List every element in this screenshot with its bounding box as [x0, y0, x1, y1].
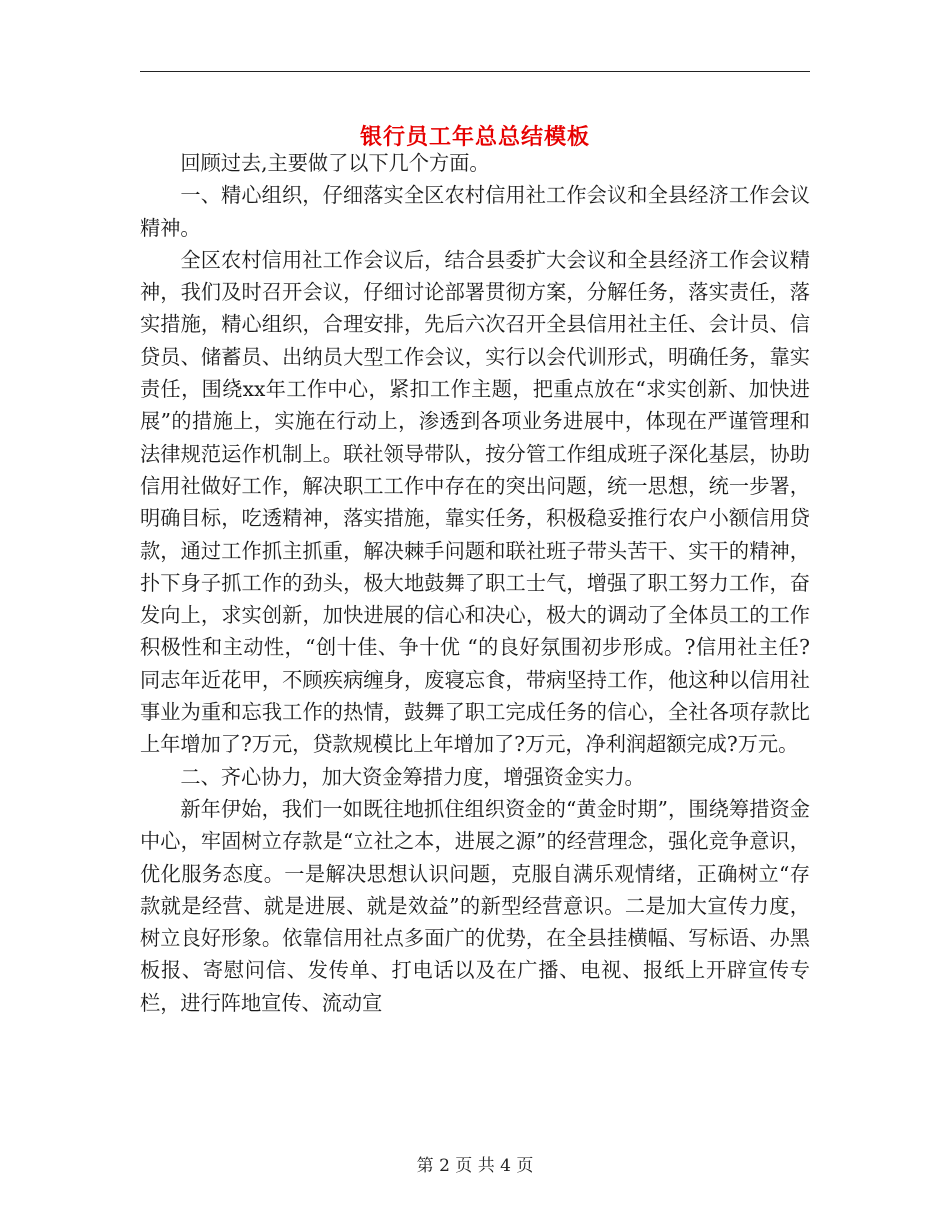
paragraph-heading-1: 一、精心组织，仔细落实全区农村信用社工作会议和全县经济工作会议精神。 — [140, 183, 810, 240]
paragraph-body-2: 新年伊始，我们一如既往地抓住组织资金的“黄金时期”，围绕筹措资金中心，牢固树立存款是“立社之本，进展之源”的经营理念，强化竞争意识，优化服务态度。一是解决思想认识问题，克服自满乐观情绪，正确树立“存款就是经营、就是进展、就是效益”的新型经营意识。二是加大宣传力度，树立良好形象。依靠信用社点多面广的优势，在全县挂横幅、写标语、办黑板报、寄慰问信、发传单、打电话以及在广播、电视、报纸上开辟宣传专栏，进行阵地宣传、流动宣 — [140, 796, 810, 1015]
paragraph-body-1: 全区农村信用社工作会议后，结合县委扩大会议和全县经济工作会议精神，我们及时召开会议，仔细讨论部署贯彻方案，分解任务，落实责任，落实措施，精心组织，合理安排，先后六次召开全县信用社主任、会计员、信贷员、储蓄员、出纳员大型工作会议，实行以会代训形式，明确任务，靠实责任，围绕xx年工作中心，紧扣工作主题，把重点放在“求实创新、加快进展”的措施上，实施在行动上，渗透到各项业务进展中，体现在严谨管理和法律规范运作机制上。联社领导带队，按分管工作组成班子深化基层，协助信用社做好工作，解决职工工作中存在的突出问题，统一思想，统一步署，明确目标，吃透精神，落实措施，靠实任务，积极稳妥推行农户小额信用贷款，通过工作抓主抓重，解决棘手问题和联社班子带头苦干、实干的精神，扑下身子抓工作的劲头，极大地鼓舞了职工士气，增强了职工努力工作，奋发向上，求实创新，加快进展的信心和决心，极大的调动了全体员工的工作积极性和主动性，“创十佳、争十优 “的良好氛围初步形成。?信用社主任?同志年近花甲，不顾疾病缠身，废寝忘食，带病坚持工作，他这种以信用社事业为重和忘我工作的热情，鼓舞了职工完成任务的信心，全社各项存款比上年增加了?万元，贷款规模比上年增加了?万元，净利润超额完成?万元。 — [140, 247, 810, 757]
header-rule — [140, 71, 810, 72]
page-number: 第 2 页 共 4 页 — [416, 1156, 534, 1176]
paragraph-heading-2: 二、齐心协力，加大资金筹措力度，增强资金实力。 — [180, 764, 645, 789]
document-title: 银行员工年总总结模板 — [359, 124, 590, 150]
document-body — [140, 147, 810, 1019]
paragraph-intro: 回顾过去,主要做了以下几个方面。 — [180, 151, 490, 175]
